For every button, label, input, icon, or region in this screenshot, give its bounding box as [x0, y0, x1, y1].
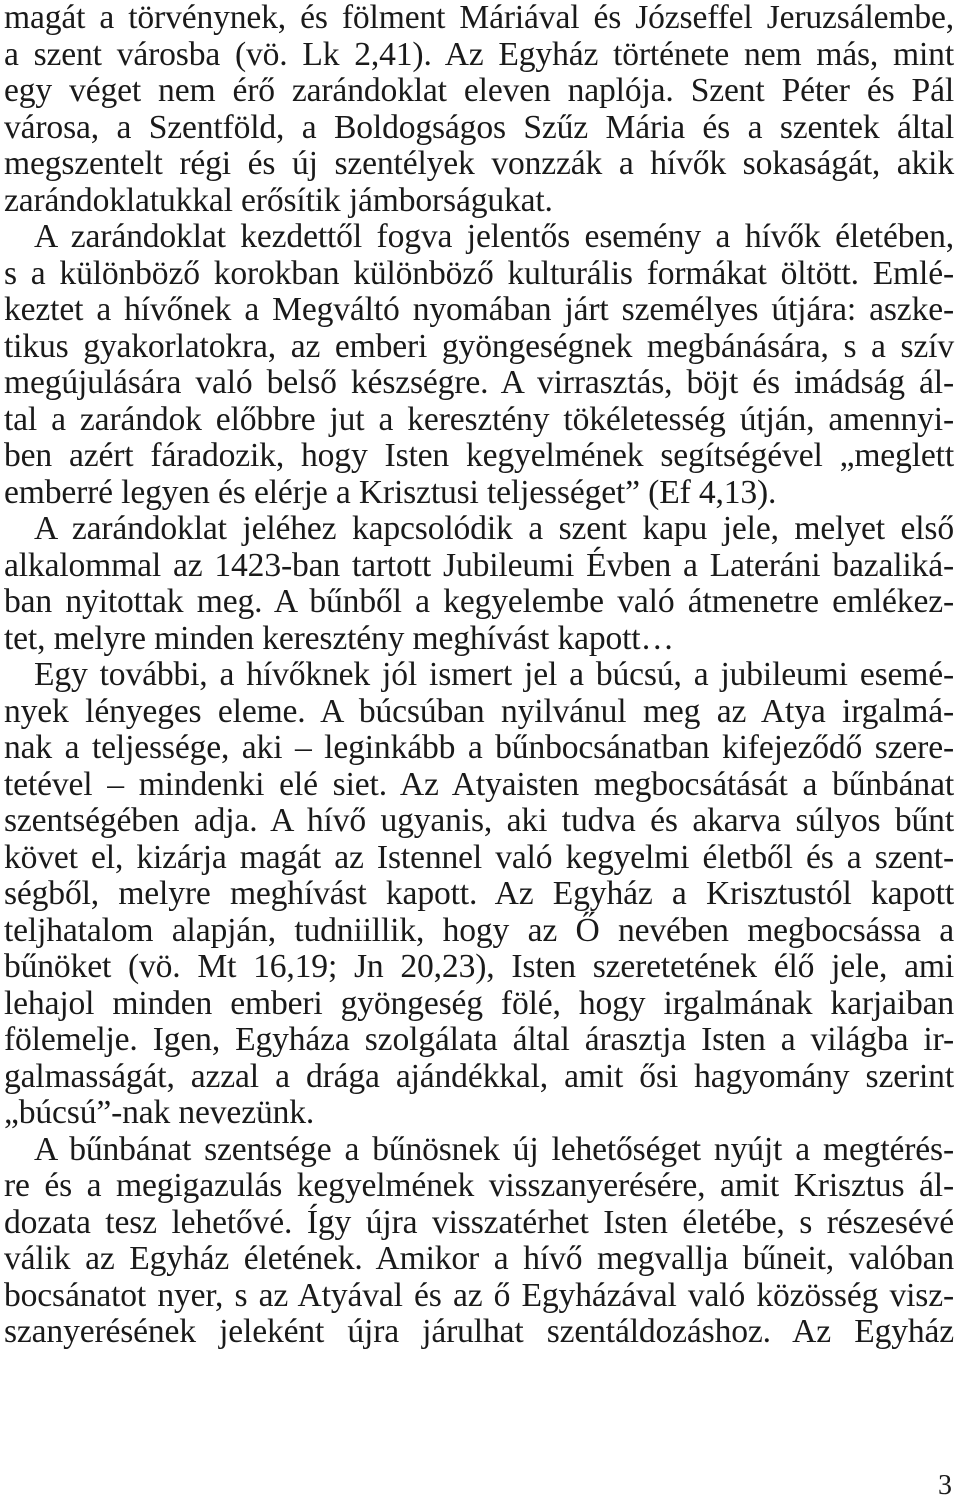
text-line: galmasságát, azzal a drága ajándékkal, amit ősi hagyomány szerint	[4, 1057, 954, 1095]
page-number: 3	[938, 1470, 952, 1501]
text-line: zarándoklatukkal erősítik jámborságukat.	[4, 181, 553, 219]
text-line: egy véget nem érő zarándoklat eleven naplója. Szent Péter és Pál	[4, 72, 954, 109]
text-line: megújulására való belső készségre. A virrasztás, böjt és imádság ál-	[4, 364, 954, 401]
text-line: re és a megigazulás kegyelmének visszanyerésére, amit Krisztus ál-	[4, 1167, 954, 1204]
text-line: fölemelje. Igen, Egyháza szolgálata által árasztja Isten a világba ir-	[4, 1021, 954, 1058]
text-line: teljhatalom alapján, tudniillik, hogy az Ő nevében megbocsássa a	[4, 911, 954, 949]
text-line: bocsánatot nyer, s az Atyával és az ő Egyházával való közösség visz-	[4, 1276, 954, 1314]
text-line: keztet a hívőnek a Megváltó nyomában járt személyes útjára: aszke-	[4, 291, 954, 328]
text-line: szentségében adja. A hívő ugyanis, aki tudva és akarva súlyos bűnt	[4, 802, 954, 839]
text-line: válik az Egyház életének. Amikor a hívő megvallja bűneit, valóban	[4, 1240, 954, 1277]
paragraph-first-line: Egy további, a hívőknek jól ismert jel a búcsú, a jubileumi esemé-	[34, 656, 954, 693]
text-line: megszentelt régi és új szentélyek vonzzák a hívők sokaságát, akik	[4, 145, 954, 182]
text-line: bűnöket (vö. Mt 16,19; Jn 20,23), Isten szeretetének élő jele, ami	[4, 948, 954, 985]
text-line: tal a zarándok előbbre jut a keresztény tökéletesség útján, amennyi-	[4, 400, 954, 438]
text-line: alkalommal az 1423-ban tartott Jubileumi Évben a Lateráni bazaliká-	[4, 546, 954, 584]
text-line: tetével – mindenki elé siet. Az Atyaisten megbocsátását a bűnbánat	[4, 765, 954, 803]
text-line: tikus gyakorlatokra, az emberi gyöngeségnek megbánására, s a szív	[4, 327, 954, 365]
text-line: szanyerésének jeleként újra járulhat szentáldozáshoz. Az Egyház	[4, 1313, 954, 1350]
text-line: nak a teljessége, aki – leginkább a bűnbocsánatban kifejeződő szere-	[4, 729, 954, 766]
text-line: emberré legyen és elérje a Krisztusi teljességet” (Ef 4,13).	[4, 473, 777, 511]
text-line: magát a törvénynek, és fölment Máriával és Józseffel Jeruzsálembe,	[4, 0, 954, 36]
text-line: lehajol minden emberi gyöngeség fölé, hogy irgalmának karjaiban	[4, 984, 954, 1022]
text-line: a szent városba (vö. Lk 2,41). Az Egyház története nem más, mint	[4, 35, 954, 73]
text-line: „búcsú”-nak nevezünk.	[4, 1094, 315, 1131]
text-line: követ el, kizárja magát az Istennel való kegyelmi életből és a szent-	[4, 838, 954, 876]
text-line: városa, a Szentföld, a Boldogságos Szűz Mária és a szentek által	[4, 108, 954, 146]
text-line: tet, melyre minden keresztény meghívást kapott…	[4, 619, 674, 657]
text-line: ben azért fáradozik, hogy Isten kegyelmének segítségével „meglett	[4, 437, 954, 474]
text-line: s a különböző korokban különböző kulturális formákat öltött. Emlé-	[4, 254, 954, 292]
paragraph-first-line: A zarándoklat kezdettől fogva jelentős esemény a hívők életében,	[34, 218, 954, 255]
paragraph-first-line: A zarándoklat jeléhez kapcsolódik a szent kapu jele, melyet első	[34, 510, 954, 547]
paragraph-first-line: A bűnbánat szentsége a bűnösnek új lehetőséget nyújt a megtérés-	[34, 1130, 954, 1168]
document-body	[4, 0, 954, 1351]
text-line: ban nyitottak meg. A bűnből a kegyelembe való átmenetre emlékez-	[4, 583, 954, 620]
text-line: dozata tesz lehetővé. Így újra visszatérhet Isten életébe, s részesévé	[4, 1203, 954, 1241]
text-line: nyek lényeges eleme. A búcsúban nyilvánul meg az Atya irgalmá-	[4, 692, 954, 730]
text-line: ségből, melyre meghívást kapott. Az Egyház a Krisztustól kapott	[4, 875, 954, 912]
